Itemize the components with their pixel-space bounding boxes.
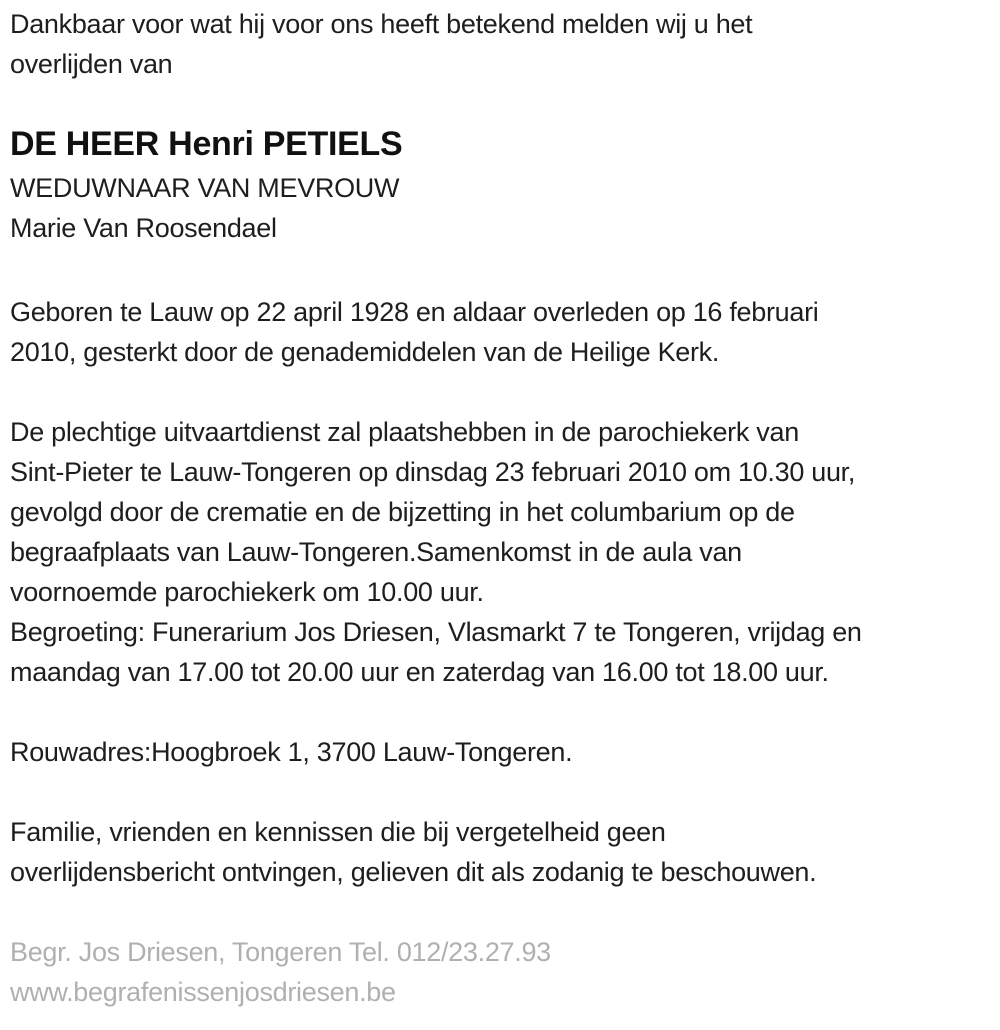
service-line: gevolgd door de crematie en de bijzetting in het columbarium op de [10,497,795,527]
service-paragraph [10,412,990,692]
service-line: voornoemde parochiekerk om 10.00 uur. [10,577,484,607]
undertaker-website: www.begrafenissenjosdriesen.be [10,977,396,1007]
birth-death-paragraph [10,292,990,372]
deceased-name: DE HEER Henri PETIELS [10,125,403,163]
birth-death-line: Geboren te Lauw op 22 april 1928 en aldaar overleden op 16 februari [10,297,819,327]
service-line: Sint-Pieter te Lauw-Tongeren op dinsdag 23 februari 2010 om 10.30 uur, [10,457,856,487]
birth-death-line: 2010, gesterkt door de genademiddelen van de Heilige Kerk. [10,337,720,367]
visitation-line: Begroeting: Funerarium Jos Driesen, Vlasmarkt 7 te Tongeren, vrijdag en [10,617,862,647]
mourning-address-line: Rouwadres:Hoogbroek 1, 3700 Lauw-Tongeren. [10,737,573,767]
intro-paragraph [10,4,990,84]
intro-line: Dankbaar voor wat hij voor ons heeft betekend melden wij u het [10,9,753,39]
service-line: begraafplaats van Lauw-Tongeren.Samenkomst in de aula van [10,537,742,567]
spouse-name: Marie Van Roosendael [10,213,277,243]
notice-line: Familie, vrienden en kennissen die bij vergetelheid geen [10,817,666,847]
forgotten-notice-paragraph [10,812,990,892]
undertaker-footer [10,932,990,1012]
intro-line: overlijden van [10,49,173,79]
service-line: De plechtige uitvaartdienst zal plaatshebben in de parochiekerk van [10,417,799,447]
undertaker-contact-line: Begr. Jos Driesen, Tongeren Tel. 012/23.27.93 [10,937,551,967]
deceased-relation: WEDUWNAAR VAN MEVROUW [10,173,400,203]
mourning-address [10,732,990,772]
visitation-line: maandag van 17.00 tot 20.00 uur en zaterdag van 16.00 tot 18.00 uur. [10,657,829,687]
notice-line: overlijdensbericht ontvingen, gelieven dit als zodanig te beschouwen. [10,857,817,887]
